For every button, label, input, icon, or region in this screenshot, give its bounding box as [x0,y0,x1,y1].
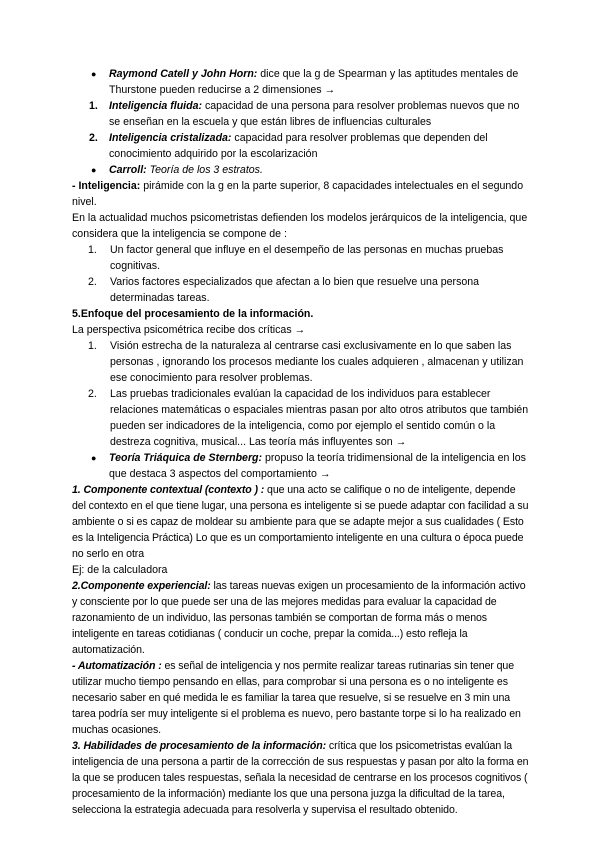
paragraph-text: es señal de inteligencia y nos permite realizar tareas rutinarias sin tener que utilizar mucho tiempo pensando en ellas, para comprobar si una persona es o no inteligente es necesario saber en qué medida le es familiar la tarea que resuelve, si se resuelve en 3 min una tarea podría ser muy inteligente si el problema es nuevo, pero bastante torpe si lo ha realizado en muchas ocasiones. [72,660,521,736]
bullet-item-carroll [72,162,532,178]
item-text: Varios factores especializados que afectan a lo bien que resuelve una persona determinadas tareas. [110,276,480,304]
ordered-item-factores-especializados [72,274,532,306]
number-marker: 2. [88,276,97,288]
paragraph-ejemplo: Ej: de la calculadora [72,564,168,576]
bold-term: 2.Componente experiencial: [72,580,211,592]
bullet-marker: ● [91,69,97,79]
number-marker: 1. [88,340,97,352]
bold-term: Inteligencia fluida: [109,100,203,112]
bullet-marker: ● [91,453,97,463]
item-text: Un factor general que influye en el desempeño de las personas en muchas pruebas cognitivas. [110,244,504,272]
bold-term: 1. Componente contextual (contexto ) : [72,484,265,496]
bullet-item-catell-horn [72,66,532,98]
paragraph-inteligencia [72,178,532,210]
italic-text: Teoría de los 3 estratos. [146,164,263,176]
bullet-marker: ● [91,165,97,175]
paragraph-criticas: La perspectiva psicométrica recibe dos críticas → [72,324,306,336]
item-text: Visión estrecha de la naturaleza al centrarse casi exclusivamente en lo que saben las personas , ignorando los procesos mediante los cuales adquieren , almacenan y utilizan ese conocimiento para resolver problemas. [110,340,524,384]
numbered-item-cristalizada [72,130,532,162]
paragraph-componente-experiencial [72,578,532,658]
bold-term: - Automatización : [72,660,162,672]
ordered-item-factor-general [72,242,532,274]
paragraph-text: las tareas nuevas exigen un procesamiento de la información activo y consciente por lo que puede ser una de las mejores medidas para evaluar la capacidad de razonamiento de un individuo, las personas también se comportan de forma más o menos inteligente en tareas cotidianas ( conducir un coche, prepar la comida...) esto refleja la automatización. [72,580,526,656]
number-marker: 1. [89,100,98,112]
numbered-item-fluida [72,98,532,130]
item-text: capacidad para resolver problemas que dependen del conocimiento adquirido por la escolarización [109,132,488,160]
bullet-item-sternberg [72,450,532,482]
paragraph-text: pirámide con la g en la parte superior, 8 capacidades intelectuales en el segundo nivel. [72,180,524,208]
item-text: dice que la g de Spearman y las aptitudes mentales de Thurstone pueden reducirse a 2 dimensiones → [109,68,519,96]
paragraph-habilidades-procesamiento [72,738,532,818]
item-text: Las pruebas tradicionales evalúan la capacidad de los individuos para establecer relaciones matemáticas o espaciales mientras pasan por alto otros atributos que también pueden ser indicadores de la inteligencia, como por ejemplo el sentido común o la destreza cognitiva, musical... Las teoría más influyentes son → [110,388,529,448]
document-body [72,66,532,818]
bold-term: Inteligencia cristalizada: [109,132,232,144]
paragraph-text: crítica que los psicometristas evalúan la inteligencia de una persona a partir de la corrección de sus respuestas y pasan por alto la forma en la que se producen tales respuestas, señala la necesidad de centrarse en los procesos cognitivos ( procesamiento de la información) mediante los que una persona juzga la dificultad de la tarea, selecciona la estrategia adecuada para resolverla y supervisa el resultado obtenido. [72,740,529,816]
ordered-item-pruebas-tradicionales [72,386,532,450]
heading-text: 5.Enfoque del procesamiento de la información. [72,308,314,320]
bold-term: 3. Habilidades de procesamiento de la información: [72,740,327,752]
bold-term: Teoría Triáquica de Sternberg: [109,452,263,464]
number-marker: 1. [88,244,97,256]
paragraph-componente-contextual [72,482,532,562]
number-marker: 2. [88,388,97,400]
number-marker: 2. [89,132,98,144]
paragraph-automatizacion [72,658,532,738]
paragraph-text: que una acto se califique o no de inteligente, depende del contexto en el que tiene lugar, una persona es inteligente si se puede adaptar con facilidad a su ambiente o si es capaz de moldear su ambiente para que se adapte mejor a sus cualidades ( Esto es la Inteligencia Práctica) Lo que es un comportamiento inteligente en una cultura o época puede no serlo en otra [72,484,529,560]
ordered-item-vision-estrecha [72,338,532,386]
item-text: capacidad de una persona para resolver problemas nuevos que no se enseñan en la escuela y que están libres de influencias culturales [109,100,520,128]
section-heading [72,306,532,322]
bold-term: - Inteligencia: [72,180,141,192]
bold-term: Raymond Catell y John Horn: [109,68,258,80]
paragraph-modelos-jerarquicos: En la actualidad muchos psicometristas defienden los modelos jerárquicos de la inteligencia, que considera que la inteligencia se compone de : [72,212,528,240]
item-text: propuso la teoría tridimensional de la inteligencia en los que destaca 3 aspectos del comportamiento → [109,452,526,480]
bold-term: Carroll: [109,164,147,176]
